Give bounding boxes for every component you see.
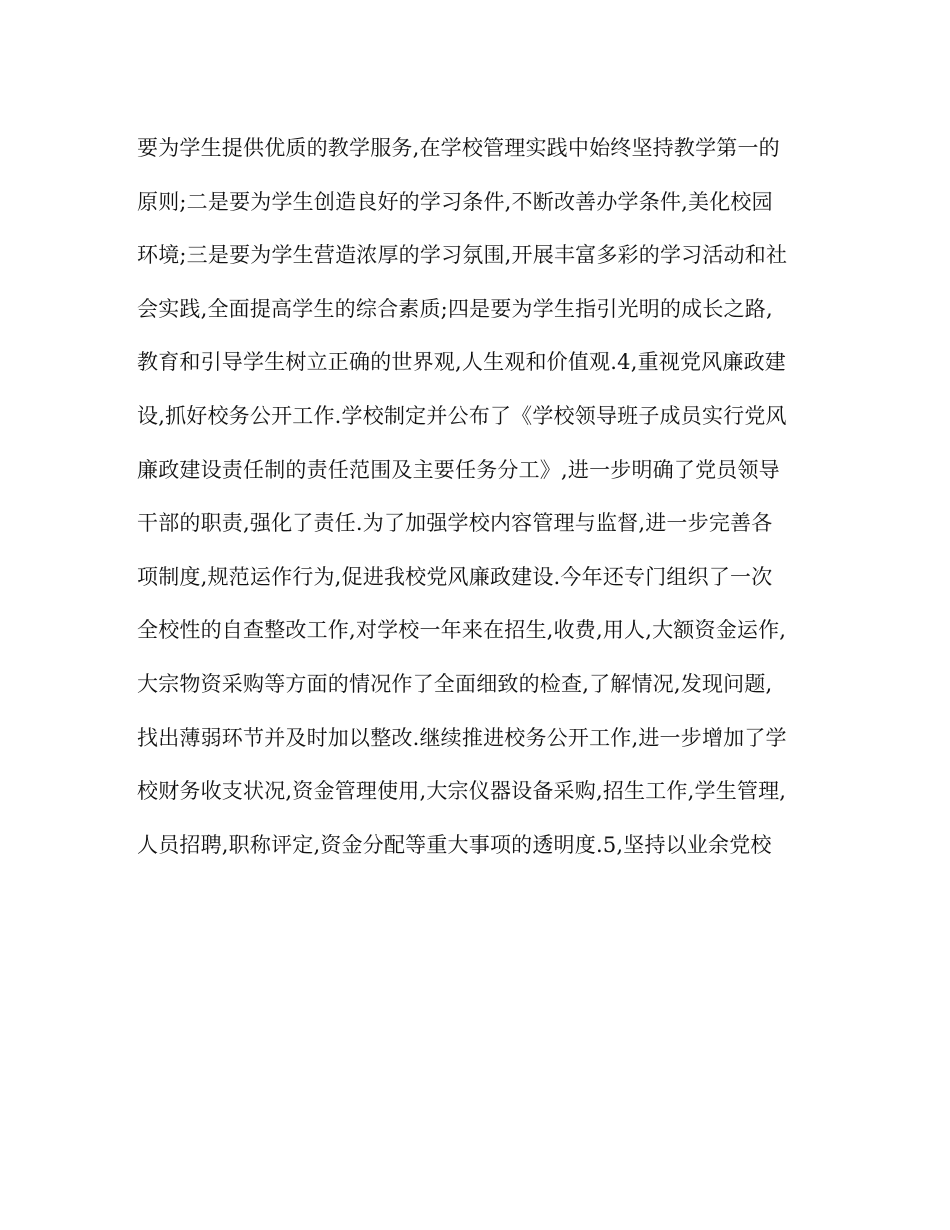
text-line: 廉政建设责任制的责任范围及主要任务分工》,进一步明确了党员领导 <box>137 457 780 482</box>
text-line: 原则;二是要为学生创造良好的学习条件,不断改善办学条件,美化校园 <box>137 189 773 214</box>
text-line: 会实践,全面提高学生的综合素质;四是要为学生指引光明的成长之路, <box>137 296 773 321</box>
text-line: 教育和引导学生树立正确的世界观,人生观和价值观.4,重视党风廉政建 <box>137 350 786 375</box>
text-line: 干部的职责,强化了责任.为了加强学校内容管理与监督,进一步完善各 <box>137 511 773 536</box>
text-line: 环境;三是要为学生营造浓厚的学习氛围,开展丰富多彩的学习活动和社 <box>137 243 788 268</box>
text-line: 设,抓好校务公开工作.学校制定并公布了《学校领导班子成员实行党风 <box>137 403 787 428</box>
text-line: 项制度,规范运作行为,促进我校党风廉政建设.今年还专门组织了一次 <box>137 564 773 589</box>
text-line: 人员招聘,职称评定,资金分配等重大事项的透明度.5,坚持以业余党校 <box>137 832 772 857</box>
text-line: 找出薄弱环节并及时加以整改.继续推进校务公开工作,进一步增加了学 <box>137 725 787 750</box>
text-line: 大宗物资采购等方面的情况作了全面细致的检查,了解情况,发现问题, <box>137 671 773 696</box>
body-text <box>137 122 837 872</box>
text-line: 要为学生提供优质的教学服务,在学校管理实践中始终坚持教学第一的 <box>137 136 780 160</box>
text-line: 全校性的自查整改工作,对学校一年来在招生,收费,用人,大额资金运作, <box>137 618 787 643</box>
text-line: 校财务收支状况,资金管理使用,大宗仪器设备采购,招生工作,学生管理, <box>137 779 787 804</box>
